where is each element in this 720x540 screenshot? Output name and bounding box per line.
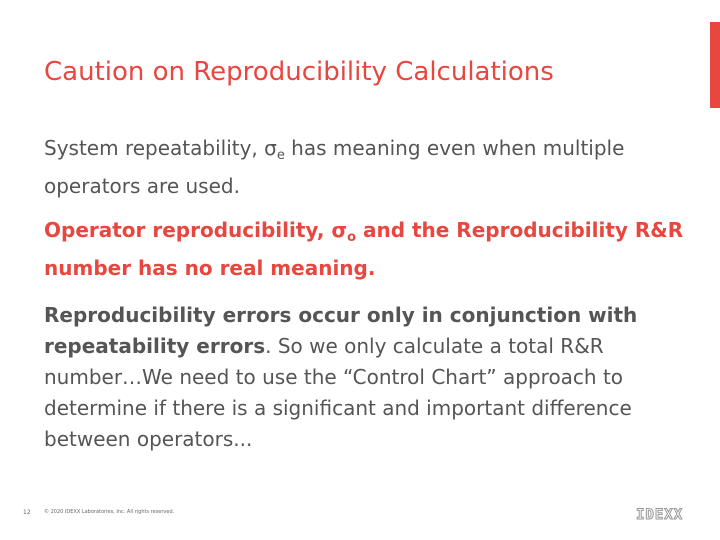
paragraph-reproducibility [44,215,684,284]
p1-text-end: has meaning even when multiple operators are used. [44,136,625,198]
paragraph-errors [44,300,684,455]
sigma-symbol: σ [264,136,277,160]
sigma-subscript: e [276,148,285,163]
sigma-symbol: σ [331,218,348,242]
accent-bar [710,22,720,108]
sigma-subscript: o [347,230,356,245]
p2-text-start: Operator reproducibility, [44,218,332,242]
p1-text-start: System repeatability, [44,136,265,160]
p2-text-end: and the Reproducibility R&R number has no real meaning. [44,218,684,280]
copyright-notice: © 2020 IDEXX Laboratories, Inc. All rights reserved. [44,509,175,515]
idexx-logo: IDEXX [636,507,684,523]
p3-bold-text: Reproducibility errors occur only in conjunction with repeatability errors [44,303,638,358]
slide-title: Caution on Reproducibility Calculations [44,57,554,87]
page-number: 12 [23,509,31,516]
paragraph-repeatability [44,133,684,202]
p3-rest-text: . So we only calculate a total R&R number…We need to use the “Control Chart” approach to determine if there is a significant and important difference between operators... [44,334,632,451]
